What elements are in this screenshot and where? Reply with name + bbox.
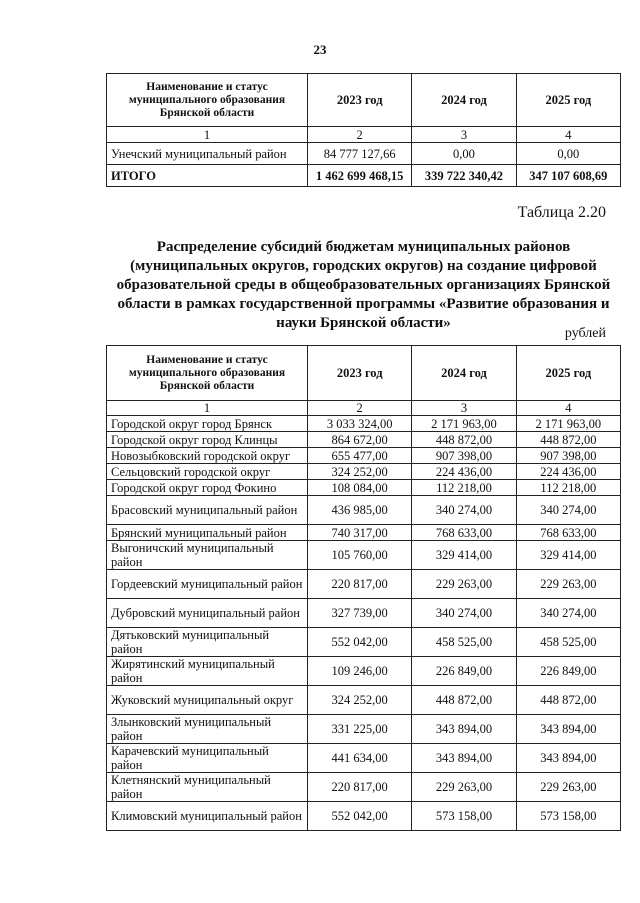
value-2025: 343 894,00	[516, 744, 620, 773]
value-2024: 448 872,00	[412, 432, 516, 448]
table-row	[107, 599, 621, 628]
value-2025: 448 872,00	[516, 686, 620, 715]
total-row	[107, 165, 621, 187]
row-name: Новозыбковский городской округ	[107, 448, 308, 464]
value-2024: 458 525,00	[412, 628, 516, 657]
value-2025: 329 414,00	[516, 541, 620, 570]
header-name: Наименование и статус муниципального образования Брянской области	[107, 346, 308, 401]
row-name: Гордеевский муниципальный район	[107, 570, 308, 599]
value-2023: 220 817,00	[308, 773, 412, 802]
value-2024: 343 894,00	[412, 715, 516, 744]
table-row	[107, 686, 621, 715]
value-2024: 448 872,00	[412, 686, 516, 715]
row-name: Дубровский муниципальный район	[107, 599, 308, 628]
row-name: Брасовский муниципальный район	[107, 496, 308, 525]
value-2024: 226 849,00	[412, 657, 516, 686]
value-2025: 224 436,00	[516, 464, 620, 480]
value-2024: 339 722 340,42	[412, 165, 516, 187]
value-2025: 768 633,00	[516, 525, 620, 541]
header-2025: 2025 год	[516, 346, 620, 401]
value-2024: 343 894,00	[412, 744, 516, 773]
value-2023: 864 672,00	[308, 432, 412, 448]
value-2024: 229 263,00	[412, 773, 516, 802]
value-2025: 347 107 608,69	[516, 165, 620, 187]
unit-label: рублей	[564, 326, 606, 341]
value-2025: 340 274,00	[516, 599, 620, 628]
table-row	[107, 432, 621, 448]
value-2024: 2 171 963,00	[412, 416, 516, 432]
value-2025: 229 263,00	[516, 773, 620, 802]
column-numbers-row	[107, 127, 621, 143]
column-number: 2	[308, 401, 412, 416]
header-2024: 2024 год	[412, 74, 516, 127]
value-2023: 324 252,00	[308, 686, 412, 715]
value-2025: 229 263,00	[516, 570, 620, 599]
value-2025: 573 158,00	[516, 802, 620, 831]
page-number: 23	[313, 42, 327, 57]
value-2023: 108 084,00	[308, 480, 412, 496]
value-2025: 448 872,00	[516, 432, 620, 448]
header-2025: 2025 год	[516, 74, 620, 127]
row-name: Городской округ город Фокино	[107, 480, 308, 496]
table-row	[107, 416, 621, 432]
value-2025: 226 849,00	[516, 657, 620, 686]
value-2024: 768 633,00	[412, 525, 516, 541]
value-2025: 112 218,00	[516, 480, 620, 496]
value-2025: 907 398,00	[516, 448, 620, 464]
value-2023: 441 634,00	[308, 744, 412, 773]
value-2024: 0,00	[412, 143, 516, 165]
column-number: 1	[107, 127, 308, 143]
value-2023: 220 817,00	[308, 570, 412, 599]
row-name: Климовский муниципальный район	[107, 802, 308, 831]
header-2023: 2023 год	[308, 346, 412, 401]
row-name: Злынковский муниципальный район	[107, 715, 308, 744]
column-number: 4	[516, 401, 620, 416]
value-2025: 458 525,00	[516, 628, 620, 657]
row-name: Городской округ город Клинцы	[107, 432, 308, 448]
value-2023: 324 252,00	[308, 464, 412, 480]
table-row	[107, 448, 621, 464]
table-row	[107, 773, 621, 802]
table-row	[107, 464, 621, 480]
value-2023: 109 246,00	[308, 657, 412, 686]
value-2023: 436 985,00	[308, 496, 412, 525]
subsidy-table	[106, 345, 621, 831]
table-header-row	[107, 74, 621, 127]
value-2024: 907 398,00	[412, 448, 516, 464]
column-number: 3	[412, 401, 516, 416]
value-2025: 343 894,00	[516, 715, 620, 744]
row-name: Выгоничский муниципальный район	[107, 541, 308, 570]
value-2023: 84 777 127,66	[308, 143, 412, 165]
value-2024: 229 263,00	[412, 570, 516, 599]
table-row	[107, 143, 621, 165]
row-name: Унечский муниципальный район	[107, 143, 308, 165]
value-2025: 0,00	[516, 143, 620, 165]
summary-table	[106, 73, 621, 187]
table-row	[107, 715, 621, 744]
table-row	[107, 525, 621, 541]
table-row	[107, 744, 621, 773]
row-name: Брянский муниципальный район	[107, 525, 308, 541]
value-2023: 740 317,00	[308, 525, 412, 541]
row-name: ИТОГО	[107, 165, 308, 187]
row-name: Дятьковский муниципальный район	[107, 628, 308, 657]
value-2024: 224 436,00	[412, 464, 516, 480]
value-2024: 329 414,00	[412, 541, 516, 570]
table-row	[107, 480, 621, 496]
value-2023: 1 462 699 468,15	[308, 165, 412, 187]
column-number: 2	[308, 127, 412, 143]
value-2023: 552 042,00	[308, 802, 412, 831]
column-number: 3	[412, 127, 516, 143]
row-name: Жуковский муниципальный округ	[107, 686, 308, 715]
value-2023: 331 225,00	[308, 715, 412, 744]
table-row	[107, 657, 621, 686]
row-name: Городской округ город Брянск	[107, 416, 308, 432]
table-row	[107, 628, 621, 657]
table-row	[107, 570, 621, 599]
header-2024: 2024 год	[412, 346, 516, 401]
header-name: Наименование и статус муниципального образования Брянской области	[107, 74, 308, 127]
value-2025: 340 274,00	[516, 496, 620, 525]
value-2023: 327 739,00	[308, 599, 412, 628]
value-2023: 105 760,00	[308, 541, 412, 570]
table-title: Распределение субсидий бюджетам муниципальных районов (муниципальных округов, городских округов) на создание цифровой образовательной среды в общеобразовательных организациях Брянской области в рамках государственной программы «Развитие образования и науки Брянской области»	[116, 239, 611, 331]
value-2024: 340 274,00	[412, 599, 516, 628]
table-header-row	[107, 346, 621, 401]
value-2025: 2 171 963,00	[516, 416, 620, 432]
row-name: Жирятинский муниципальный район	[107, 657, 308, 686]
value-2024: 340 274,00	[412, 496, 516, 525]
table-row	[107, 496, 621, 525]
value-2024: 112 218,00	[412, 480, 516, 496]
value-2023: 3 033 324,00	[308, 416, 412, 432]
column-number: 1	[107, 401, 308, 416]
column-number: 4	[516, 127, 620, 143]
table-label: Таблица 2.20	[517, 204, 606, 221]
column-numbers-row	[107, 401, 621, 416]
value-2023: 655 477,00	[308, 448, 412, 464]
row-name: Сельцовский городской округ	[107, 464, 308, 480]
table-row	[107, 802, 621, 831]
row-name: Карачевский муниципальный район	[107, 744, 308, 773]
value-2024: 573 158,00	[412, 802, 516, 831]
header-2023: 2023 год	[308, 74, 412, 127]
row-name: Клетнянский муниципальный район	[107, 773, 308, 802]
value-2023: 552 042,00	[308, 628, 412, 657]
table-row	[107, 541, 621, 570]
